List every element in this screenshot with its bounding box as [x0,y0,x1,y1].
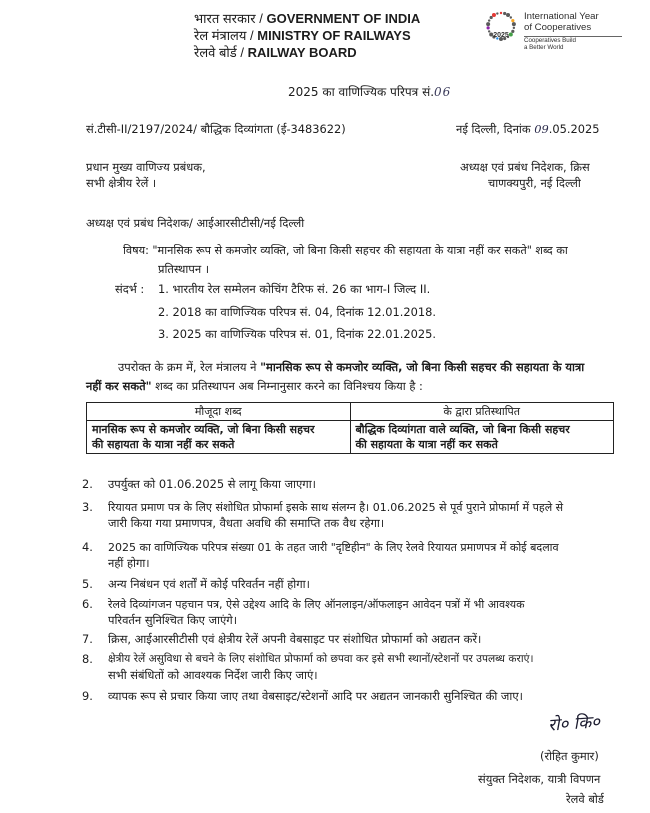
point-7-number: 7. [82,632,93,646]
table-cell-existing-line-1: मानसिक रूप से कमजोर व्यक्ति, जो बिना किसी सहचर [92,423,315,436]
point-4-number: 4. [82,540,93,554]
table-cell-replaced [350,421,614,454]
point-5-number: 5. [82,577,93,591]
point-9-number: 9. [82,689,93,703]
logo-dot [496,12,498,14]
table-header-existing: मौजूदा शब्द [87,403,351,421]
table-row [87,421,614,454]
circular-number: 06 [434,85,452,99]
letterhead-line-2-hindi: रेल मंत्रालय / [194,28,258,43]
addressee-left-line-2: सभी क्षेत्रीय रेलें । [86,176,157,190]
logo-dot [511,19,514,22]
logo-dot [487,26,490,29]
logo-title-line-1: International Year [524,11,599,22]
reference-label: संदर्भ : [115,282,145,296]
letterhead-line-3-english: RAILWAY BOARD [247,45,357,60]
point-3-line-1: रियायत प्रमाण पत्र के लिए संशोधित प्रोफार्मा इसके साथ संलग्न है। 01.06.2025 से पूर्व पुराने प्रोफार्मा में पहले से [108,501,564,514]
point-5-text [108,577,626,593]
table-header-row [87,403,614,421]
circular-title [288,84,451,100]
point-9-line-1: व्यापक रूप से प्रचार किया जाए तथा वेबसाइट/स्टेशनों आदि पर अद्यतन जानकारी सुनिश्चित की जाए। [108,689,523,703]
issue-date [456,122,599,137]
para-1-line-2-bold: नहीं कर सकते" [86,379,152,393]
table-cell-existing [87,421,351,454]
point-6-line-2: परिवर्तन सुनिश्चित किए जाएंगे। [108,612,238,627]
point-8-number: 8. [82,652,93,666]
signatory-designation: संयुक्त निदेशक, यात्री विपणन [478,772,601,786]
reference-number: सं.टीसी-II/2197/2024/ बौद्धिक दिव्यांगता (ई-3483622) [86,122,346,136]
addressee-third: अध्यक्ष एवं प्रबंध निदेशक/ आईआरसीटीसी/नई दिल्ली [86,216,305,230]
logo-dot [511,30,514,33]
point-7-line-1: क्रिस, आईआरसीटीसी एवं क्षेत्रीय रेलें अपनी वेबसाइट पर संशोधित प्रोफार्मा को अद्यतन करें। [108,632,482,646]
point-6-line-1: रेलवे दिव्यांगजन पहचान पत्र, ऐसे उद्देश्य आदि के लिए ऑनलाइन/ऑफलाइन आवेदन पत्रों में भी आवश्यक [108,598,525,611]
letterhead-line-2 [194,27,411,44]
logo-title-line-2: of Cooperatives [524,22,592,33]
circular-title-text: 2025 का वाणिज्यिक परिपत्र सं. [288,85,435,99]
reference-item-3: 3. 2025 का वाणिज्यिक परिपत्र सं. 01, दिनांक 22.01.2025. [158,327,436,341]
handwritten-signature: रो० कि० [547,712,601,736]
logo-dot [500,12,502,14]
para-1-line-1-plain: उपरोक्त के क्रम में, रेल मंत्रालय ने [118,360,261,374]
point-5-line-1: अन्य निबंधन एवं शर्तों में कोई परिवर्तन नहीं होगा। [108,577,310,591]
point-6-number: 6. [82,597,93,611]
point-7-text [108,632,626,648]
reference-item-1: 1. भारतीय रेल सम्मेलन कोचिंग टैरिफ सं. 26 का भाग-I जिल्द II. [158,282,431,296]
logo-tagline-line-1: Cooperatives Build [524,37,576,44]
letterhead-line-3-hindi: रेलवे बोर्ड / [194,45,248,60]
point-3-text [108,500,626,531]
issue-date-prefix: नई दिल्ली, दिनांक [456,122,531,136]
para-1-line-2 [86,379,423,394]
table-cell-replaced-line-1: बौद्धिक दिव्यांगता वाले व्यक्ति, जो बिना किसी सहचर [355,423,570,436]
addressee-right-line-1: अध्यक्ष एवं प्रबंध निदेशक, क्रिस [460,160,590,174]
reference-item-2: 2. 2018 का वाणिज्यिक परिपत्र सं. 04, दिनांक 12.01.2018. [158,305,436,319]
addressee-left-line-1: प्रधान मुख्य वाणिज्य प्रबंधक, [86,160,206,174]
logo-dot [488,30,490,32]
logo-dot [492,13,496,17]
issue-date-day: 09 [534,122,549,136]
point-4-line-1: 2025 का वाणिज्यिक परिपत्र संख्या 01 के तहत जारी "दृष्टिहीन" के लिए रेलवे रियायत प्रमाणपत्र में कोई बदलाव [108,541,559,554]
point-8-text [108,652,626,683]
logo-dot [509,33,513,37]
point-9-text [108,689,626,705]
table-cell-replaced-line-2: की सहायता के यात्रा नहीं कर सकते [355,438,498,451]
subject-line-1: विषय: "मानसिक रूप से कमजोर व्यक्ति, जो बिना किसी सहचर की सहायता के यात्रा नहीं कर सकते" शब्द का [123,244,568,257]
cooperatives-year-logo-icon [483,10,519,46]
point-4-line-2: नहीं होगा। [108,555,150,570]
letterhead-line-2-english: MINISTRY OF RAILWAYS [257,28,411,43]
point-8-line-1: क्षेत्रीय रेलें असुविधा से बचने के लिए संशोधित प्रोफार्मा को छपवा कर इसे सभी स्थानों/स्टेशनों पर उपलब्ध कराएं। [108,653,534,665]
point-2-text [108,477,626,493]
letterhead-line-1-english: GOVERNMENT OF INDIA [266,11,421,26]
addressee-right-line-2: चाणक्यपुरी, नई दिल्ली [488,176,581,190]
logo-dot [490,16,493,19]
signatory-name: (रोहित कुमार) [540,749,599,763]
logo-dot [503,12,506,15]
point-8-line-2: सभी संबंधितों को आवश्यक निर्देश जारी किए जाएं। [108,667,318,682]
logo-dot [488,19,490,21]
point-2-line-1: उपर्युक्त को 01.06.2025 से लागू किया जाएगा। [108,477,316,491]
logo-dot [512,22,516,26]
logo-dot [486,22,490,26]
issue-date-rest: .05.2025 [548,122,600,136]
logo-tagline-line-2: a Better World [524,44,564,51]
para-1-line-1 [118,360,584,375]
point-3-number: 3. [82,500,93,514]
signatory-office: रेलवे बोर्ड [566,792,604,806]
point-2-number: 2. [82,477,93,491]
logo-dot [506,13,510,17]
subject-line-2: प्रतिस्थापन । [158,262,210,276]
logo-year: 2025 [493,32,509,39]
logo-dot [510,16,512,18]
table-cell-existing-line-2: की सहायता के यात्रा नहीं कर सकते [92,438,235,451]
logo-dot [513,27,515,29]
para-1-line-2-plain: शब्द का प्रतिस्थापन अब निम्नानुसार करने का विनिश्चय किया है : [151,379,423,393]
replacement-table [86,402,614,454]
point-4-text [108,540,626,571]
cooperatives-year-logo-text [524,11,599,51]
letterhead-line-3 [194,44,357,61]
letterhead-line-1 [194,10,420,27]
para-1-line-1-bold: "मानसिक रूप से कमजोर व्यक्ति, जो बिना किसी सहचर की सहायता के यात्रा [260,360,585,374]
point-6-text [108,597,626,628]
logo-divider [524,36,622,37]
table-header-replaced: के द्वारा प्रतिस्थापित [350,403,614,421]
point-3-line-2: जारी किया गया प्रमाणपत्र, वैधता अवधि की समाप्ति तक वैध रहेगा। [108,515,385,530]
letterhead-line-1-hindi: भारत सरकार / [194,11,267,26]
